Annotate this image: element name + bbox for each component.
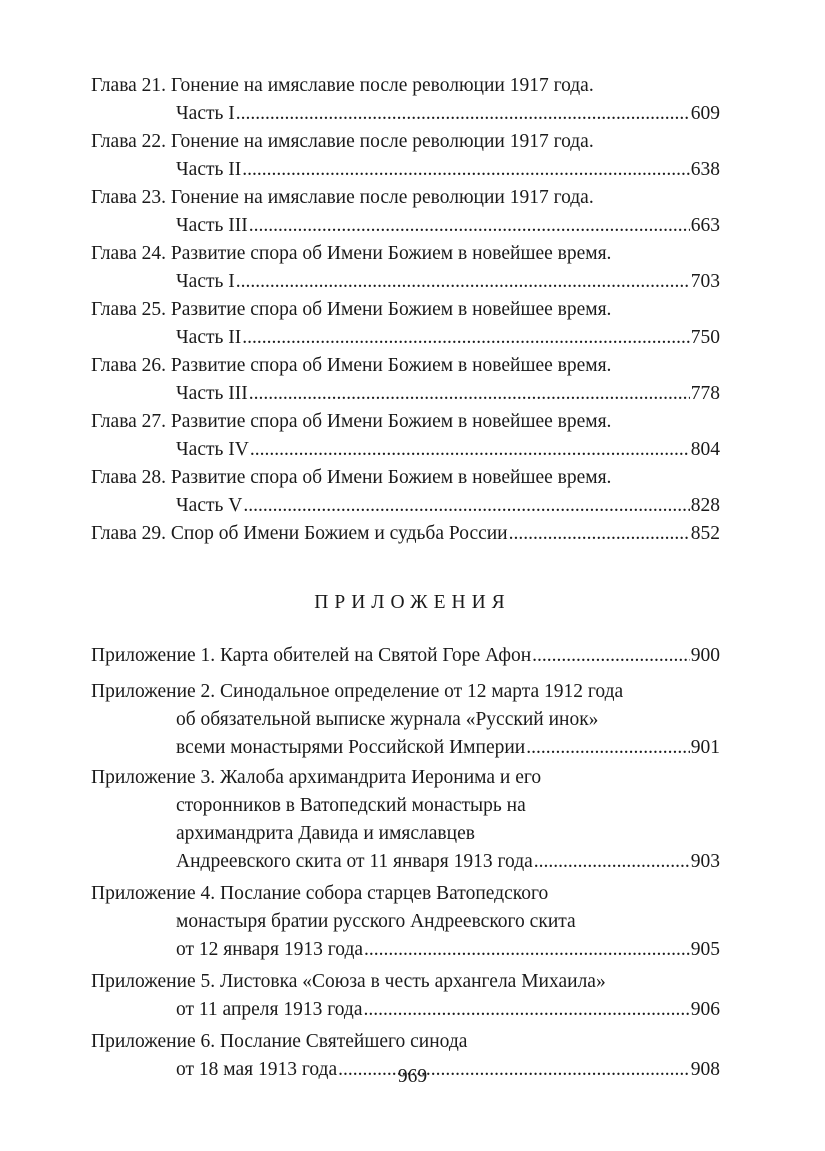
toc-entry-appendix-4	[91, 880, 720, 964]
dot-leader	[509, 520, 690, 548]
toc-entry-chapter-29	[91, 520, 720, 548]
toc-entry-appendix-5	[91, 968, 720, 1024]
toc-chapters	[91, 72, 720, 548]
appendix-title-cont: сторонников в Ватопедский монастырь на	[176, 795, 526, 816]
toc-entry-chapter-22	[91, 128, 720, 184]
chapter-title: Глава 23. Гонение на имяславие после революции 1917 года.	[91, 187, 594, 208]
dot-leader	[249, 212, 690, 240]
dot-leader	[236, 268, 690, 296]
page-number: 969	[397, 1066, 428, 1087]
chapter-title: Глава 27. Развитие спора об Имени Божием в новейшее время.	[91, 411, 612, 432]
appendix-last-line	[91, 936, 720, 964]
page-ref: 703	[690, 271, 720, 292]
toc-entry-appendix-1	[91, 642, 720, 670]
chapter-title: Глава 29. Спор об Имени Божием и судьба России	[91, 523, 508, 544]
appendix-title-cont: всеми монастырями Российской Империи	[176, 737, 526, 758]
chapter-part-line	[91, 436, 720, 464]
dot-leader	[242, 324, 689, 352]
chapter-part-line	[91, 492, 720, 520]
appendix-title-cont: об обязательной выписке журнала «Русский инок»	[176, 709, 599, 730]
toc-entry-appendix-3	[91, 764, 720, 876]
toc-appendices	[91, 642, 720, 1084]
chapter-title: Глава 22. Гонение на имяславие после революции 1917 года.	[91, 131, 594, 152]
appendix-last-line	[91, 848, 720, 876]
chapter-part: Часть I	[176, 271, 235, 292]
appendix-last-line	[91, 642, 720, 670]
page-ref: 638	[690, 159, 720, 180]
appendix-title: Приложение 6. Послание Святейшего синода	[91, 1031, 468, 1052]
chapter-part-line	[91, 268, 720, 296]
page-ref: 828	[690, 495, 720, 516]
chapter-part: Часть II	[176, 327, 242, 348]
chapter-29-line	[91, 520, 720, 548]
chapter-part: Часть V	[176, 495, 243, 516]
page-ref: 906	[690, 999, 720, 1020]
chapter-title: Глава 21. Гонение на имяславие после революции 1917 года.	[91, 75, 594, 96]
dot-leader	[526, 734, 690, 762]
appendix-title-cont: от 12 января 1913 года	[176, 939, 364, 960]
dot-leader	[532, 642, 690, 670]
appendix-last-line	[91, 734, 720, 762]
appendix-title: Приложение 1. Карта обителей на Святой Горе Афон	[91, 645, 532, 666]
dot-leader	[364, 996, 690, 1024]
toc-entry-chapter-23	[91, 184, 720, 240]
page-ref: 901	[690, 737, 720, 758]
toc-entry-chapter-26	[91, 352, 720, 408]
appendix-title-cont: от 11 апреля 1913 года	[176, 999, 363, 1020]
page-ref: 663	[690, 215, 720, 236]
dot-leader	[250, 436, 690, 464]
appendix-title: Приложение 4. Послание собора старцев Ватопедского	[91, 883, 549, 904]
toc-entry-chapter-28	[91, 464, 720, 520]
dot-leader	[249, 380, 690, 408]
chapter-part: Часть III	[176, 383, 248, 404]
page-ref: 908	[690, 1059, 720, 1080]
chapter-title: Глава 26. Развитие спора об Имени Божием в новейшее время.	[91, 355, 612, 376]
chapter-part-line	[91, 212, 720, 240]
chapter-part-line	[91, 380, 720, 408]
appendix-title-cont: Андреевского скита от 11 января 1913 года	[176, 851, 533, 872]
page-ref: 609	[690, 103, 720, 124]
dot-leader	[534, 848, 690, 876]
dot-leader	[236, 100, 690, 128]
chapter-part: Часть I	[176, 103, 235, 124]
page-ref: 804	[690, 439, 720, 460]
chapter-title: Глава 28. Развитие спора об Имени Божием в новейшее время.	[91, 467, 612, 488]
page-ref: 900	[690, 645, 720, 666]
chapter-part-line	[91, 324, 720, 352]
appendix-title-cont: архимандрита Давида и имяславцев	[176, 823, 475, 844]
chapter-title: Глава 25. Развитие спора об Имени Божием в новейшее время.	[91, 299, 612, 320]
appendix-title: Приложение 2. Синодальное определение от 12 марта 1912 года	[91, 681, 624, 702]
dot-leader	[364, 936, 690, 964]
appendix-title: Приложение 5. Листовка «Союза в честь архангела Михаила»	[91, 971, 606, 992]
appendix-title-cont: от 18 мая 1913 года	[176, 1059, 338, 1080]
toc-entry-chapter-24	[91, 240, 720, 296]
appendix-title-cont: монастыря братии русского Андреевского скита	[176, 911, 576, 932]
page-ref: 778	[690, 383, 720, 404]
chapter-part: Часть II	[176, 159, 242, 180]
appendix-title: Приложение 3. Жалоба архимандрита Иеронима и его	[91, 767, 542, 788]
page-ref: 905	[690, 939, 720, 960]
dot-leader	[242, 156, 689, 184]
appendices-heading: ПРИЛОЖЕНИЯ	[314, 592, 511, 613]
toc-entry-appendix-2	[91, 678, 720, 762]
chapter-title: Глава 24. Развитие спора об Имени Божием в новейшее время.	[91, 243, 612, 264]
page-ref: 903	[690, 851, 720, 872]
chapter-part: Часть IV	[176, 439, 249, 460]
chapter-part-line	[91, 156, 720, 184]
page-ref: 750	[690, 327, 720, 348]
chapter-part: Часть III	[176, 215, 248, 236]
toc-entry-chapter-25	[91, 296, 720, 352]
page-ref: 852	[690, 523, 720, 544]
dot-leader	[243, 492, 689, 520]
toc-entry-chapter-27	[91, 408, 720, 464]
appendix-last-line	[91, 996, 720, 1024]
chapter-part-line	[91, 100, 720, 128]
toc-entry-chapter-21	[91, 72, 720, 128]
